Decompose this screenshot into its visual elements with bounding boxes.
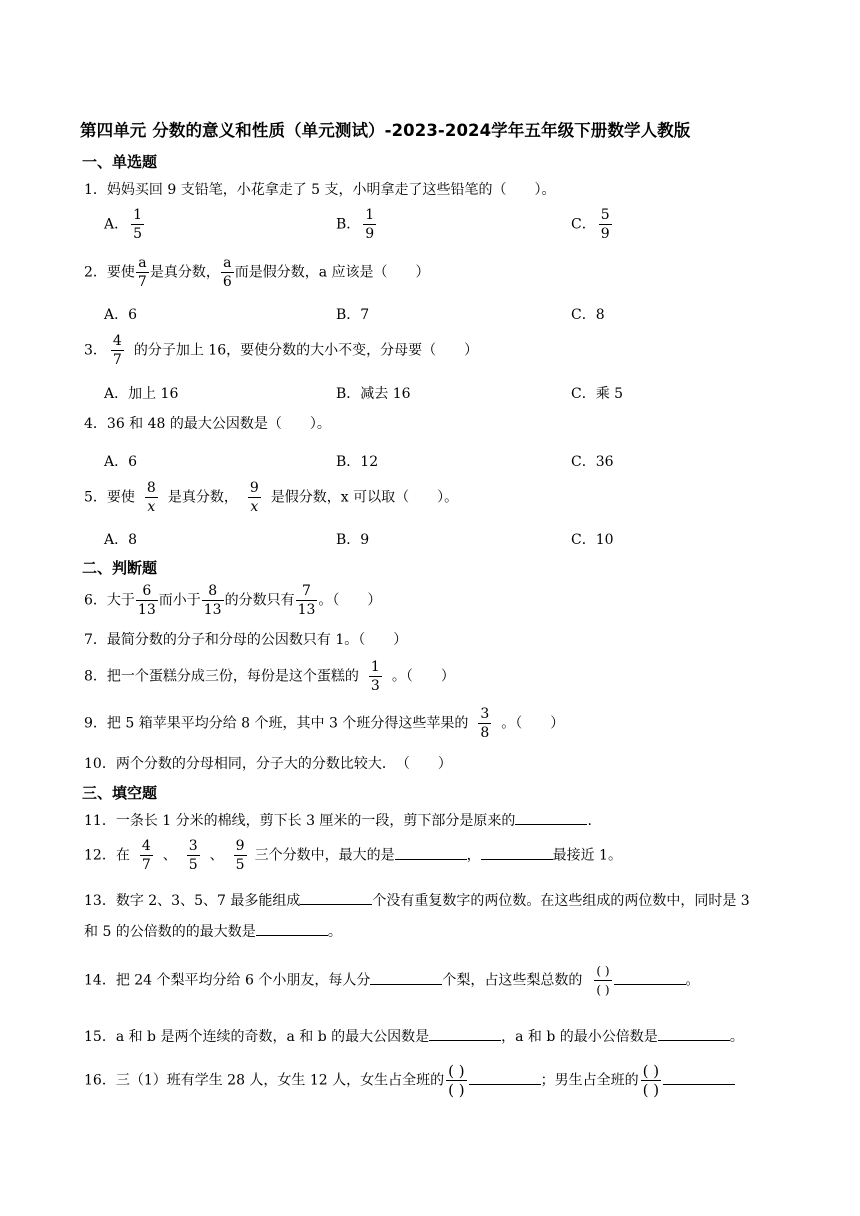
question-4-option-a[interactable]: A．6	[104, 454, 138, 470]
answer-blank[interactable]	[515, 810, 587, 825]
question-4-option-b[interactable]: B．12	[336, 454, 379, 470]
question-1-text: 1．妈妈买回 9 支铅笔，小花拿走了 5 支，小明拿走了这些铅笔的（ ）。	[84, 182, 556, 198]
answer-blank[interactable]	[429, 1026, 501, 1041]
answer-blank[interactable]	[395, 845, 467, 860]
fraction: $\frac{7}{13}$	[297, 583, 316, 618]
fraction: $\frac{1}{5}$	[133, 207, 143, 242]
answer-blank[interactable]	[256, 921, 328, 936]
answer-blank[interactable]	[614, 970, 686, 985]
fraction: $\frac{a}{7}$	[137, 255, 147, 290]
fraction: $\frac{1}{9}$	[365, 207, 375, 242]
fraction: $\frac{5}{9}$	[600, 207, 610, 242]
answer-blank[interactable]	[469, 1070, 541, 1085]
fraction: $\frac{9}{5}$	[235, 838, 245, 873]
fraction: $\frac{3}{5}$	[188, 838, 198, 873]
answer-blank[interactable]	[663, 1070, 735, 1085]
fraction: $\frac{8}{13}$	[203, 583, 222, 618]
question-5-option-a[interactable]: A．8	[104, 532, 138, 548]
fraction: $\frac{3}{8}$	[480, 706, 490, 741]
fraction: $\frac{6}{13}$	[137, 583, 156, 618]
question-5-text: 5．要使 $\frac{8}{x}$ 是真分数， $\frac{9}{x}$ 是假分数，x 可以取（ ）。	[84, 480, 459, 515]
answer-blank[interactable]	[481, 845, 553, 860]
question-7-text: 7．最简分数的分子和分母的公因数只有 1。（ ）	[84, 632, 408, 648]
question-10-text: 10．两个分数的分母相同，分子大的分数比较大． （ ）	[84, 756, 452, 772]
question-2-text: 2．要使 $\frac{a}{7}$ 是真分数， $\frac{a}{6}$ 而是假分数，a 应该是（ ）	[84, 255, 430, 290]
question-2-option-b[interactable]: B．7	[336, 307, 370, 323]
question-3-option-b[interactable]: B．减去 16	[336, 386, 411, 402]
section-heading-true-false: 二、判断题	[82, 559, 158, 577]
question-2-option-c[interactable]: C．8	[571, 307, 605, 323]
question-3-option-c[interactable]: C．乘 5	[571, 386, 624, 402]
question-14-text: 14．把 24 个梨平均分给 6 个小朋友，每人分 个梨，占这些梨总数的 $\frac{( )}{( )}$ 。	[84, 964, 700, 997]
question-8-text: 8．把一个蛋糕分成三份，每份是这个蛋糕的 $\frac{1}{3}$ 。（ ）	[84, 659, 455, 694]
question-13-text-line2: 和 5 的公倍数的的最大数是 。	[84, 921, 342, 942]
fraction: $\frac{( )}{( )}$	[448, 1062, 465, 1099]
fraction: $\frac{a}{6}$	[222, 255, 232, 290]
question-5-option-c[interactable]: C．10	[571, 532, 614, 548]
question-4-text: 4．36 和 48 的最大公因数是（ ）。	[84, 416, 331, 432]
question-3-text: 3． $\frac{4}{7}$ 的分子加上 16，要使分数的大小不变，分母要（ ）	[84, 333, 479, 368]
question-12-text: 12．在 $\frac{4}{7}$ 、 $\frac{3}{5}$ 、 $\frac{9}{5}$ 三个分数中，最大的是 ， 最接近 1。	[84, 838, 622, 873]
question-2-option-a[interactable]: A．6	[104, 307, 138, 323]
page-title: 第四单元 分数的意义和性质（单元测试）-2023-2024学年五年级下册数学人教版	[80, 121, 691, 140]
answer-blank[interactable]	[658, 1026, 730, 1041]
question-5-option-b[interactable]: B．9	[336, 532, 370, 548]
question-6-text: 6．大于 $\frac{6}{13}$ 而小于 $\frac{8}{13}$ 的分数只有 $\frac{7}{13}$ 。（ ）	[84, 583, 382, 618]
question-1-option-c[interactable]: C． $\frac{5}{9}$	[571, 207, 610, 242]
section-heading-fill-blank: 三、填空题	[82, 784, 158, 802]
section-heading-single-choice: 一、单选题	[82, 153, 158, 171]
fraction: $\frac{9}{x}$	[249, 480, 259, 515]
answer-blank[interactable]	[300, 890, 372, 905]
question-15-text: 15．a 和 b 是两个连续的奇数，a 和 b 的最大公因数是 ，a 和 b 的最小公倍数是 。	[84, 1026, 744, 1047]
question-16-text: 16．三（1）班有学生 28 人，女生 12 人，女生占全班的 $\frac{( )}{( )}$ ；男生占全班的 $\frac{( )}{( )}$	[84, 1062, 735, 1099]
question-3-option-a[interactable]: A．加上 16	[104, 386, 179, 402]
fraction: $\frac{8}{x}$	[146, 480, 156, 515]
fraction: $\frac{4}{7}$	[141, 838, 151, 873]
question-11-text: 11．一条长 1 分米的棉线，剪下长 3 厘米的一段，剪下部分是原来的 .	[84, 810, 592, 831]
question-9-text: 9．把 5 箱苹果平均分给 8 个班，其中 3 个班分得这些苹果的 $\frac{3}{8}$ 。（ ）	[84, 706, 565, 741]
question-1-option-a[interactable]: A． $\frac{1}{5}$	[104, 207, 143, 242]
fraction: $\frac{( )}{( )}$	[596, 964, 610, 997]
question-13-text: 13．数字 2、3、5、7 最多能组成 个没有重复数字的两位数。在这些组成的两位数中，同时是 3	[84, 890, 750, 911]
fraction: $\frac{( )}{( )}$	[642, 1062, 660, 1099]
fraction: $\frac{1}{3}$	[370, 659, 380, 694]
answer-blank[interactable]	[370, 970, 442, 985]
question-1-option-b[interactable]: B． $\frac{1}{9}$	[336, 207, 375, 242]
question-4-option-c[interactable]: C．36	[571, 454, 614, 470]
fraction: $\frac{4}{7}$	[112, 333, 122, 368]
